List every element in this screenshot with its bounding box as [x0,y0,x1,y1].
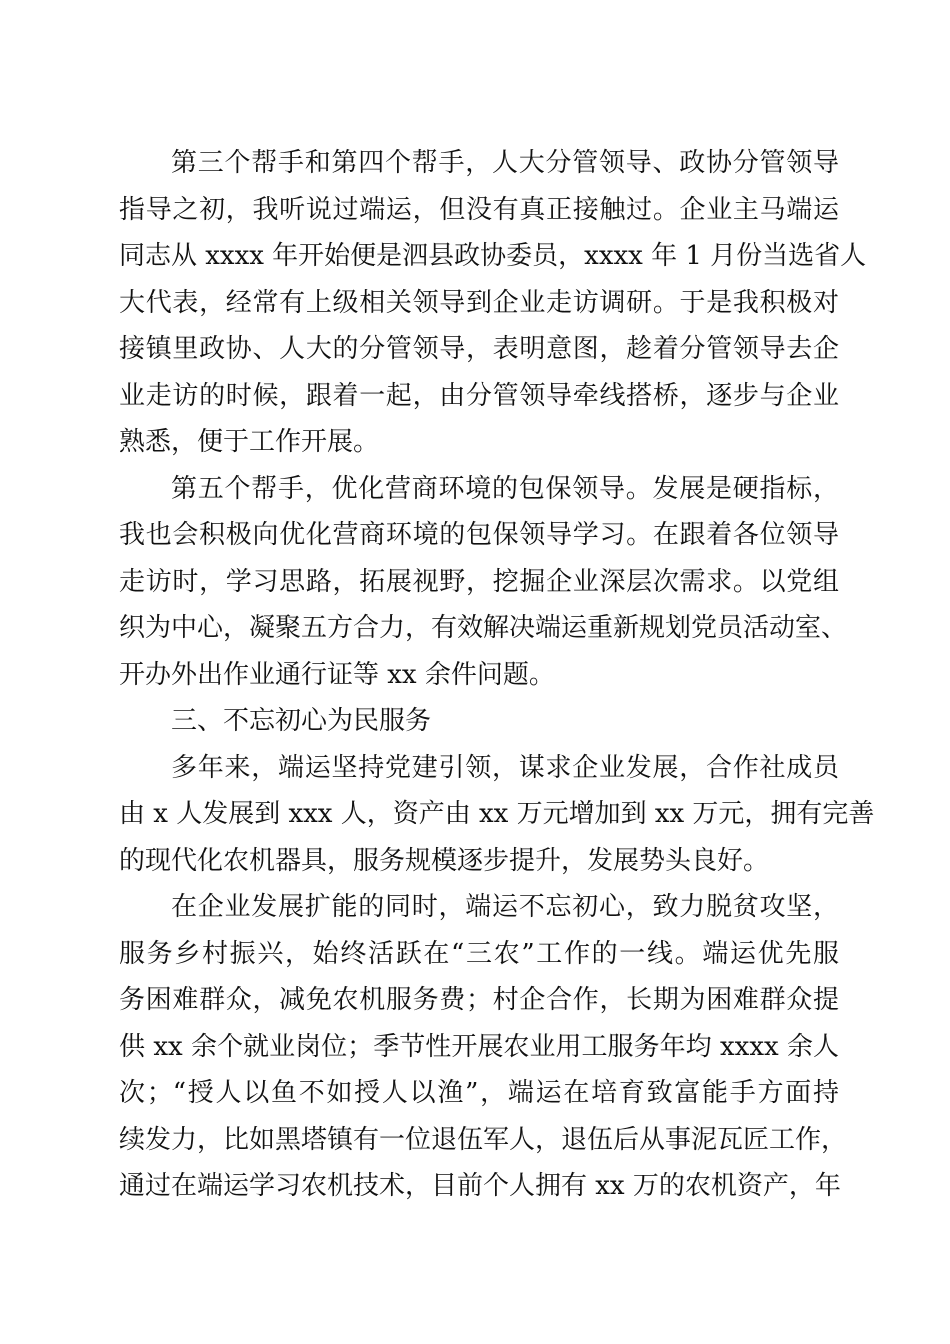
text-line-para2-3: 走访时，学习思路，拓展视野，挖掘企业深层次需求。以党组 [119,566,839,597]
text-line-para4-2: 服务乡村振兴，始终活跃在“三农”工作的一线。端运优先服 [119,938,839,969]
text-line-para1-1: 第三个帮手和第四个帮手，人大分管领导、政协分管领导 [171,148,839,178]
text-line-para2-1: 第五个帮手，优化营商环境的包保领导。发展是硬指标， [171,473,839,504]
text-line-para1-3: 同志从 xxxx 年开始便是泗县政协委员，xxxx 年 1 月份当选省人 [119,241,867,271]
section-heading: 三、不忘初心为民服务 [171,706,432,736]
text-line-para2-5: 开办外出作业通行证等 xx 余件问题。 [119,659,555,690]
text-line-para1-4: 大代表，经常有上级相关领导到企业走访调研。于是我积极对 [119,287,839,318]
text-line-para3-2: 由 x 人发展到 xxx 人，资产由 xx 万元增加到 xx 万元，拥有完善 [119,799,875,829]
text-line-para1-7: 熟悉，便于工作开展。 [119,427,380,457]
text-line-para4-3: 务困难群众，减免农机服务费；村企合作，长期为困难群众提 [119,985,839,1015]
text-line-para1-5: 接镇里政协、人大的分管领导，表明意图，趁着分管领导去企 [119,334,839,364]
text-line-para4-7: 通过在端运学习农机技术，目前个人拥有 xx 万的农机资产，年 [119,1171,841,1201]
text-line-para3-1: 多年来，端运坚持党建引领，谋求企业发展，合作社成员 [171,752,839,783]
text-line-para2-2: 我也会积极向优化营商环境的包保领导学习。在跟着各位领导 [119,520,839,550]
text-line-para4-5: 次；“授人以鱼不如授人以渔”，端运在培育致富能手方面持 [119,1078,839,1108]
text-line-para4-1: 在企业发展扩能的同时，端运不忘初心，致力脱贫攻坚， [171,892,839,922]
text-line-para1-6: 业走访的时候，跟着一起，由分管领导牵线搭桥，逐步与企业 [119,380,839,411]
text-line-para2-4: 织为中心，凝聚五方合力，有效解决端运重新规划党员活动室、 [119,613,848,643]
text-line-para4-6: 续发力，比如黑塔镇有一位退伍军人，退伍后从事泥瓦匠工作， [119,1124,848,1155]
text-line-para1-2: 指导之初，我听说过端运，但没有真正接触过。企业主马端运 [119,194,839,225]
text-line-para4-4: 供 xx 余个就业岗位；季节性开展农业用工服务年均 xxxx 余人 [119,1031,839,1062]
text-line-para3-3: 的现代化农机器具，服务规模逐步提升，发展势头良好。 [119,845,770,876]
